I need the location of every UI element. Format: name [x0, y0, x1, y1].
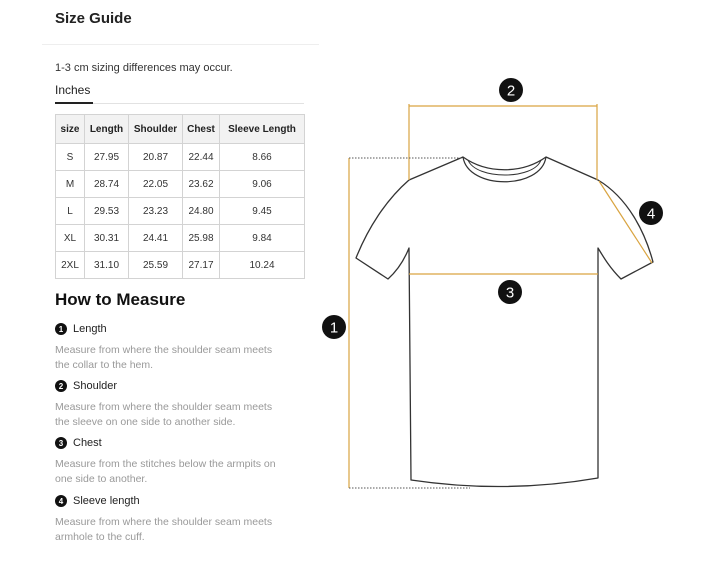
header-sleeve-length: Sleeve Length [220, 115, 305, 144]
desc-line: Measure from where the shoulder seam meets [55, 401, 273, 413]
cell-chest: 22.44 [183, 144, 220, 171]
step-label: Length [73, 323, 107, 335]
cell-shoulder: 25.59 [129, 252, 183, 279]
cell-size: M [56, 171, 85, 198]
desc-line: one side to another. [55, 473, 148, 485]
header-size: size [56, 115, 85, 144]
tab-inches[interactable]: Inches [55, 83, 91, 97]
cell-chest: 24.80 [183, 198, 220, 225]
number-4-icon: 4 [55, 495, 67, 507]
desc-line: armhole to the cuff. [55, 531, 145, 543]
step-label: Chest [73, 437, 102, 449]
desc-line: the sleeve on one side to another side. [55, 416, 236, 428]
cell-size: S [56, 144, 85, 171]
desc-line: Measure from where the shoulder seam meets [55, 344, 273, 356]
desc-line: Measure from the stitches below the armpits on [55, 458, 276, 470]
number-3-icon: 3 [55, 437, 67, 449]
how-to-measure-title: How to Measure [55, 290, 186, 309]
svg-text:3: 3 [505, 284, 515, 302]
tshirt-outline [356, 157, 656, 487]
cell-sleeve-length: 10.24 [220, 252, 305, 279]
cell-size: L [56, 198, 85, 225]
svg-text:1: 1 [329, 319, 339, 337]
header-length: Length [85, 115, 129, 144]
marker-2-icon [499, 78, 523, 102]
desc-line: the collar to the hem. [55, 359, 154, 371]
svg-text:2: 2 [506, 82, 516, 100]
marker-1-icon [322, 315, 346, 339]
cell-chest: 27.17 [183, 252, 220, 279]
number-1-icon: 1 [55, 323, 67, 335]
cell-shoulder: 23.23 [129, 198, 183, 225]
desc-line: Measure from where the shoulder seam meets [55, 516, 273, 528]
cell-length: 31.10 [85, 252, 129, 279]
cell-sleeve-length: 9.45 [220, 198, 305, 225]
page-title: Size Guide [55, 10, 132, 27]
cell-sleeve-length: 9.84 [220, 225, 305, 252]
marker-4-icon [639, 201, 663, 225]
cell-shoulder: 22.05 [129, 171, 183, 198]
cell-length: 29.53 [85, 198, 129, 225]
cell-sleeve-length: 8.66 [220, 144, 305, 171]
cell-size: XL [56, 225, 85, 252]
number-2-icon: 2 [55, 380, 67, 392]
cell-shoulder: 24.41 [129, 225, 183, 252]
cell-chest: 25.98 [183, 225, 220, 252]
step-label: Shoulder [73, 380, 118, 392]
step-label: Sleeve length [73, 495, 140, 507]
cell-length: 28.74 [85, 171, 129, 198]
header-chest: Chest [183, 115, 220, 144]
cell-length: 30.31 [85, 225, 129, 252]
sizing-note: 1-3 cm sizing differences may occur. [55, 62, 233, 74]
cell-size: 2XL [56, 252, 85, 279]
marker-3-icon [498, 280, 522, 304]
cell-sleeve-length: 9.06 [220, 171, 305, 198]
cell-shoulder: 20.87 [129, 144, 183, 171]
cell-chest: 23.62 [183, 171, 220, 198]
header-shoulder: Shoulder [129, 115, 183, 144]
svg-text:4: 4 [646, 205, 656, 223]
cell-length: 27.95 [85, 144, 129, 171]
